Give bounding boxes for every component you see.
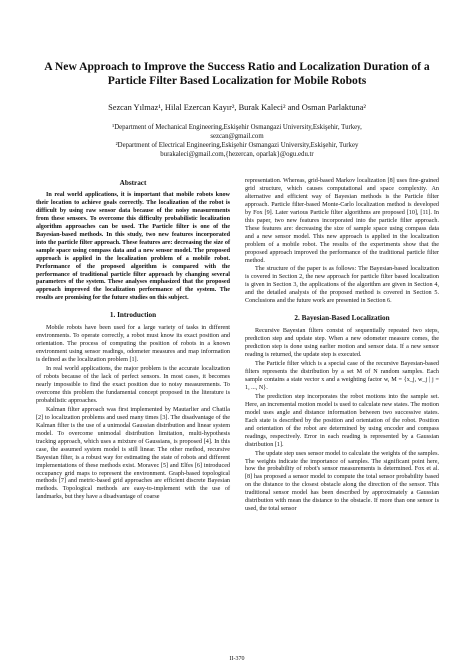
email-2: burakaleci@gmail.com,{hezercan, oparlak}@ogu.edu.tr: [160, 150, 314, 158]
section-2-paragraph: The prediction step incorporates the robot motions into the sample set. Here, an incremental motion model is used to calculate new states. The motion model uses angle and distance information between two successive states. Each state is described by the position and orientation of the robot. Position and orientation of the robot are determined by using encoder and compass readings, respectively. Error in each reading is represented by a Gaussian distribution [1].: [245, 393, 439, 448]
left-column: [36, 178, 230, 503]
section-2-paragraph: Recursive Bayesian filters consist of sequentially repeated two steps, prediction step and update step. When a new odometer measure comes, the prediction step is done using earlier motion and sensor data. If a new sensor reading is returned, the update step is executed.: [245, 328, 439, 359]
section-1-heading: 1. Introduction: [109, 311, 157, 320]
paper-title-line-2: Particle Filter Based Localization for Mobile Robots: [107, 74, 367, 87]
paper-title-line-1: A New Approach to Improve the Success Ratio and Localization Duration of a: [44, 60, 430, 73]
intro-paragraph: Mobile robots have been used for a large variety of tasks in different environments. To operate correctly, a robot must know its exact position and orientation. The process of computing the position of robots in a known environment using sensor readings, odometer measures and map information is defined as the localization problem [1].: [36, 325, 230, 364]
affiliation-2: ²Department of Electrical Engineering,Eskişehir Osmangazi University,Eskişehir, Turkey: [115, 141, 359, 149]
paper-structure-paragraph: The structure of the paper is as follows: The Bayesian-based localization is covered in Section 2, the new approach for particle filter based localization is given in Section 3, the applications of the algorithm are given in Section 4, and the detailed analysis of the proposed method is covered in Section 5. Conclusions and the future work are presented in Section 6.: [245, 266, 439, 305]
intro-paragraph: In real world applications, the major problem is the accurate localization of robots because of the lack of perfect sensors. In most cases, it becomes nearly impossible to find the exact position due to noisy measurements. To overcome this problem the fundamental concept proposed in the literature is probabilistic approaches.: [36, 366, 230, 404]
affiliations: [40, 124, 434, 160]
intro-continued-paragraph: representation. Whereas, grid-based Markov localization [8] uses fine-grained grid structure, which causes computational and space complexity. An alternative and efficient way of Bayesian methods is the Particle filter approach. Particle filter-based Monte-Carlo localization method is developed by Fox [9]. Later various Particle filter algorithms are proposed [10], [11]. In this paper, two new features incorporated into the particle filter approach. These features are: decreasing the size of sample space using compass data and a new sensor model. This new approach is applied in the localization problem of a mobile robot. The results of the experiments show that the proposed approach improved the performance of the traditional particle filter method.: [245, 178, 439, 264]
section-2-paragraph: The update step uses sensor model to calculate the weights of the samples. The weights indicate the importance of samples. The significant point here, how the probability of robot's sensor measurements is determined. Fox et al. [8] has proposed a sensor model to compute the total sensor probability based on the distance to the closest obstacle along the direction of the sensor. This traditional sensor model has been described by approximately a Gaussian distribution with mean the distance to the obstacle. If more than one sensor is used, the total sensor: [245, 450, 439, 513]
section-2-heading: 2. Bayesian-Based Localization: [294, 314, 390, 323]
author-list: Sezcan Yılmaz¹, Hilal Ezercan Kayır², Burak Kaleci² and Osman Parlaktuna²: [108, 103, 366, 112]
paper-title: [30, 60, 444, 88]
abstract-text: In real world applications, it is important that mobile robots know their location to achieve goals correctly. The localization of the robot is difficult by using raw sensor data because of the noisy measurements from these sensors. To overcome this difficulty probabilistic localization algorithm approaches can be used. The Particle filter is one of the Bayesian-based methods. In this study, two new features incorporated into the particle filter approach. These features are: decreasing the size of sample space using compass data and a new sensor model. The proposed approach is applied in the localization problem of a mobile robot. Performance of the proposed algorithm is compared with the performance of traditional particle filter approach by changing several parameters of the system. These analyses emphasized that the proposed approach improved the localization performance of the system. The results are promising for the future studies on this subject.: [36, 192, 230, 302]
section-2-paragraph: The Particle filter which is a special case of the recursive Bayesian-based filters represents the distribution by a set M of N random samples. Each sample contains a state vector x and a weighting factor w, M = {x_j, w_j | j = 1, ..., N}.: [245, 361, 439, 391]
page-number: II-370: [229, 656, 245, 662]
abstract-heading: Abstract: [119, 179, 147, 187]
email-1: sezcan@gmail.com: [210, 132, 264, 140]
intro-paragraph: Kalman filter approach was first implemented by Mautarlier and Chatila [2] to localization problems and used many times [3]. The disadvantage of the Kalman filter is the use of a unimodal Gaussian distribution and linear system model. To overcome unimodal distribution limitation, multi-hypothesis tracking approach, which uses a mixture of Gaussians, is proposed [4]. In this case, the assumed system model is still linear. The other method, recursive Bayesian filter, is a robust way for estimating the state of robots and different implementations of these methods exist. Moravec [5] and Elfes [6] introduced occupancy grid maps to represent the environment. Graph-based topological methods [7] and metric-based grid approaches are efficient discrete Bayesian methods. Topological methods are easy-to-implement with the use of landmarks, but they have a disadvantage of coarse: [36, 406, 230, 501]
right-column: [245, 178, 439, 515]
affiliation-1: ¹Department of Mechanical Engineering,Eskişehir Osmangazi University,Eskişehir, Turkey,: [112, 124, 362, 131]
